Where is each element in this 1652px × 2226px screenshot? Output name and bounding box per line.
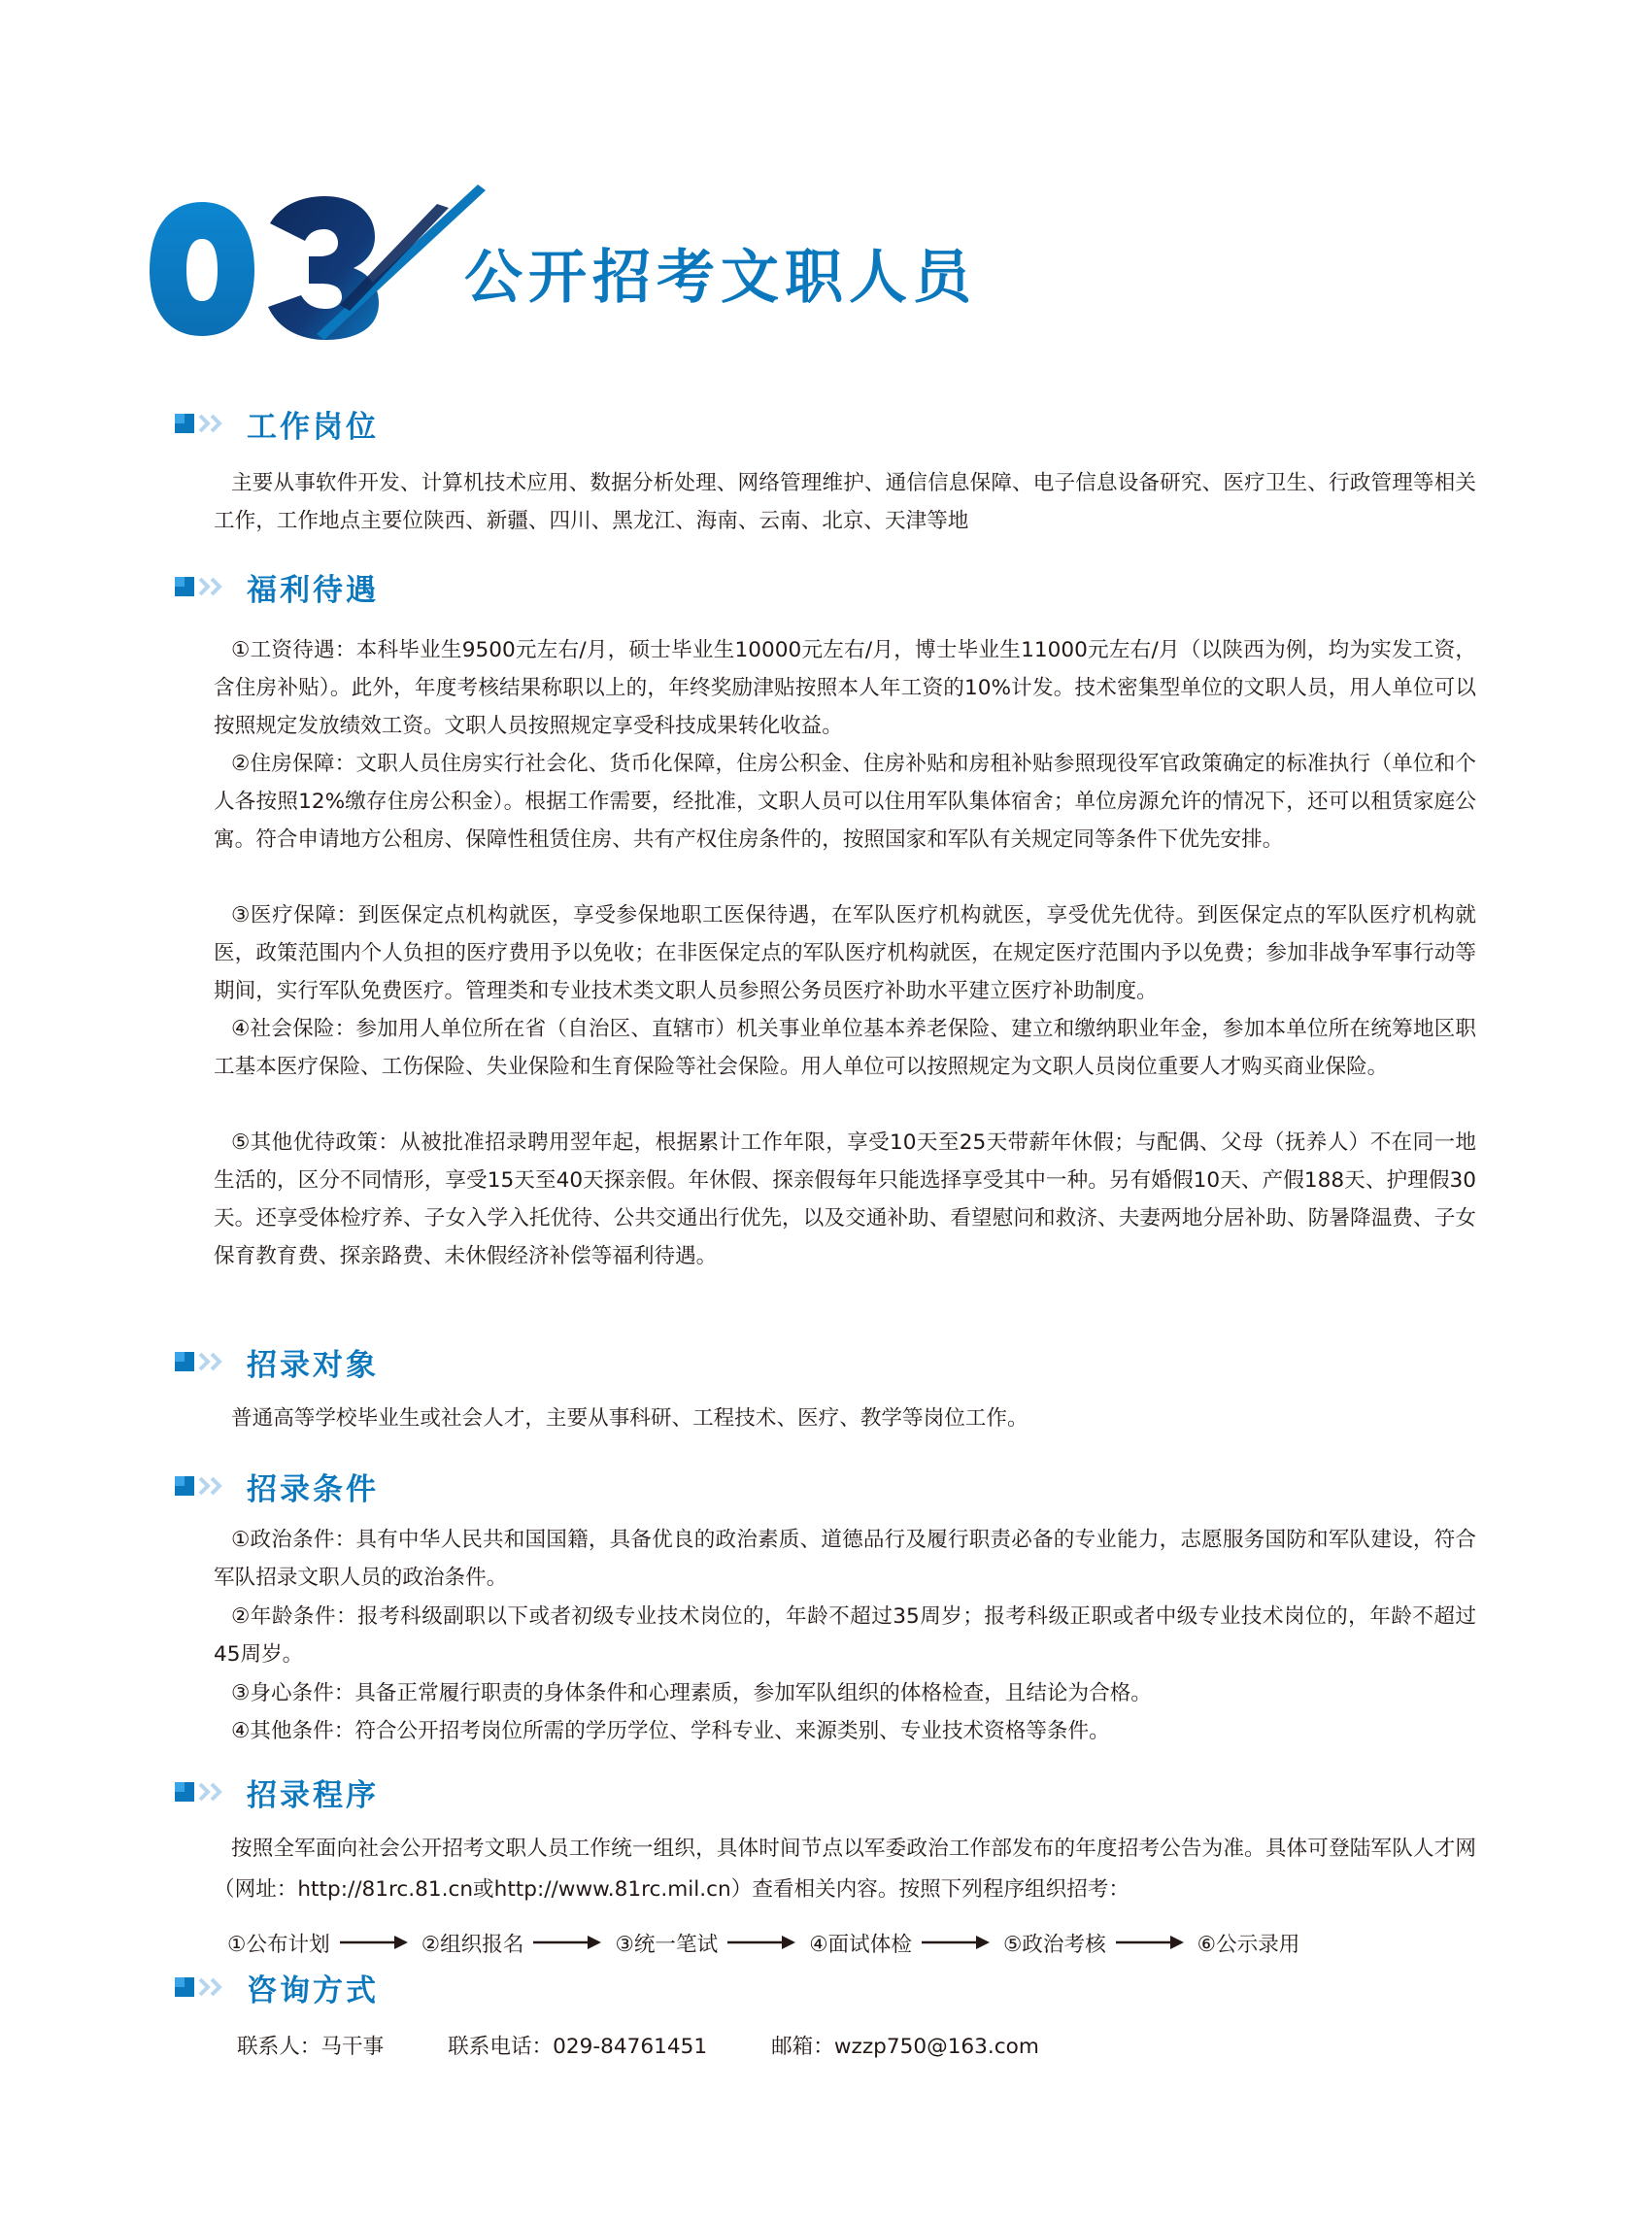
flow-step: ⑤政治考核 xyxy=(1002,1932,1106,1957)
paragraph: ②住房保障：文职人员住房实行社会化、货币化保障，住房公积金、住房补贴和房租补贴参照现役军官政策确定的标准执行（单位和个人各按照12%缴存住房公积金）。根据工作需要，经批准，文职人员可以住用军队集体宿舍；单位房源允许的情况下，还可以租赁家庭公寓。符合申请地方公租房、保障性租赁住房、共有产权住房条件的，按照国家和军队有关规定同等条件下优先安排。 xyxy=(214,752,1476,852)
flow-step: ③统一笔试 xyxy=(615,1932,719,1957)
paragraph: ①政治条件：具有中华人民共和国国籍，具备优良的政治素质、道德品行及履行职责必备的专业能力，志愿服务国防和军队建设，符合军队招录文职人员的政治条件。 xyxy=(214,1528,1476,1590)
section-title: 咨询方式 xyxy=(247,1973,379,2008)
section-number-logo xyxy=(146,185,515,340)
section-header-jobs xyxy=(175,402,379,445)
arrow-right-icon xyxy=(533,1935,601,1950)
digit-zero xyxy=(150,202,254,336)
section-header-conditions xyxy=(175,1465,379,1507)
contact-info xyxy=(237,2025,1103,2064)
contact-person: 联系人：马干事 xyxy=(237,2034,385,2059)
arrow-right-icon xyxy=(340,1935,408,1950)
section-bullet-icon xyxy=(175,1473,231,1499)
flow-step: ④面试体检 xyxy=(809,1932,912,1957)
paragraph: ③医疗保障：到医保定点机构就医，享受参保地职工医保待遇，在军队医疗机构就医，享受优先优待。到医保定点的军队医疗机构就医，政策范围内个人负担的医疗费用予以免收；在非医保定点的军队医疗机构就医，在规定医疗范围内予以免费；参加非战争军事行动等期间，实行军队免费医疗。管理类和专业技术类文职人员参照公务员医疗补助水平建立医疗补助制度。 xyxy=(214,903,1476,1003)
paragraph: ①工资待遇：本科毕业生9500元左右/月，硕士毕业生10000元左右/月，博士毕业生11000元左右/月（以陕西为例，均为实发工资，含住房补贴）。此外，年度考核结果称职以上的，年终奖励津贴按照本人年工资的10%计发。技术密集型单位的文职人员，用人单位可以按照规定发放绩效工资。文职人员按照规定享受科技成果转化收益。 xyxy=(214,638,1476,738)
arrow-right-icon xyxy=(727,1935,795,1950)
flow-step: ⑥公示录用 xyxy=(1197,1932,1300,1957)
paragraph: ⑤其他优待政策：从被批准招录聘用翌年起，根据累计工作年限，享受10天至25天带薪年休假；与配偶、父母（抚养人）不在同一地生活的，区分不同情形，享受15天至40天探亲假。年休假、探亲假每年只能选择享受其中一种。另有婚假10天、产假188天、护理假30天。还享受体检疗养、子女入学入托优待、公共交通出行优先，以及交通补助、看望慰问和救济、夫妻两地分居补助、防暑降温费、子女保育教育费、探亲路费、未休假经济补偿等福利待遇。 xyxy=(214,1130,1476,1268)
section-header-procedure xyxy=(175,1771,379,1813)
paragraph: 主要从事软件开发、计算机技术应用、数据分析处理、网络管理维护、通信信息保障、电子信息设备研究、医疗卫生、行政管理等相关工作，工作地点主要位陕西、新疆、四川、黑龙江、海南、云南、北京、天津等地 xyxy=(214,471,1476,533)
arrow-right-icon xyxy=(922,1935,990,1950)
section-title: 福利待遇 xyxy=(247,572,379,608)
contact-email[interactable]: 邮箱：wzzp750@163.com xyxy=(771,2034,1039,2059)
section-header-targets xyxy=(175,1340,379,1383)
section-bullet-icon xyxy=(175,1974,231,2000)
contact-phone: 联系电话：029-84761451 xyxy=(448,2034,708,2059)
section-bullet-icon xyxy=(175,411,231,436)
flow-step: ①公布计划 xyxy=(227,1932,330,1957)
section-header-benefits xyxy=(175,565,379,608)
section-title: 招录对象 xyxy=(247,1347,379,1383)
section-title: 招录条件 xyxy=(247,1471,379,1507)
paragraph: 按照全军面向社会公开招考文职人员工作统一组织，具体时间节点以军委政治工作部发布的年度招考公告为准。具体可登陆军队人才网（网址：http://81rc.81.cn或http://www.81rc.mil.cn）查看相关内容。按照下列程序组织招考： xyxy=(214,1837,1476,1902)
arrow-right-icon xyxy=(1116,1935,1184,1950)
section-title: 工作岗位 xyxy=(247,409,379,445)
section-bullet-icon xyxy=(175,574,231,599)
section-bullet-icon xyxy=(175,1349,231,1374)
procedure-flow xyxy=(227,1923,1299,1962)
page-title: 公开招考文职人员 xyxy=(464,244,977,312)
flow-step: ②组织报名 xyxy=(421,1932,524,1957)
paragraph: ③身心条件：具备正常履行职责的身体条件和心理素质，参加军队组织的体格检查，且结论为合格。 xyxy=(231,1681,1152,1705)
paragraph: 普通高等学校毕业生或社会人才，主要从事科研、工程技术、医疗、教学等岗位工作。 xyxy=(231,1406,1028,1431)
section-bullet-icon xyxy=(175,1779,231,1804)
paragraph: ④社会保险：参加用人单位所在省（自治区、直辖市）机关事业单位基本养老保险、建立和缴纳职业年金，参加本单位所在统筹地区职工基本医疗保险、工伤保险、失业保险和生育保险等社会保险。用人单位可以按照规定为文职人员岗位重要人才购买商业保险。 xyxy=(214,1017,1476,1079)
digit-three xyxy=(268,196,379,340)
paragraph: ④其他条件：符合公开招考岗位所需的学历学位、学科专业、来源类别、专业技术资格等条件。 xyxy=(231,1719,1110,1743)
section-title: 招录程序 xyxy=(247,1777,379,1813)
section-header-contact xyxy=(175,1966,379,2008)
paragraph: ②年龄条件：报考科级副职以下或者初级专业技术岗位的，年龄不超过35周岁；报考科级正职或者中级专业技术岗位的，年龄不超过45周岁。 xyxy=(214,1604,1476,1667)
